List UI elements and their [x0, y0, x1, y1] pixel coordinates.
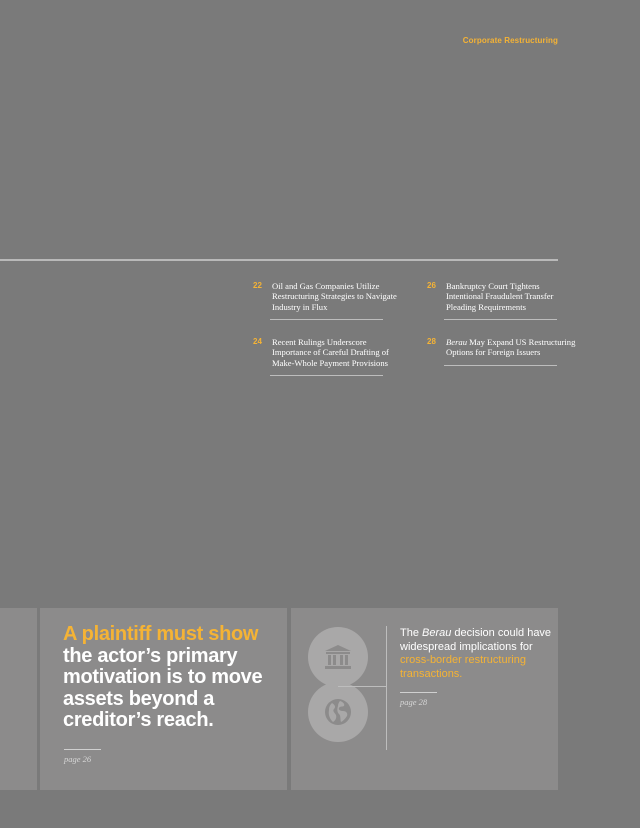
toc-page-number: 24 — [253, 337, 262, 346]
left-edge-panel — [0, 608, 37, 790]
globe-icon — [323, 697, 353, 727]
page-reference[interactable]: page 28 — [400, 697, 428, 707]
callout-body: decision could have widespread implications for — [400, 627, 552, 653]
toc-page-number: 28 — [427, 337, 436, 346]
pull-quote-highlight: A plaintiff must show — [63, 623, 259, 645]
page-reference[interactable]: page 26 — [64, 754, 92, 764]
divider — [444, 365, 557, 366]
toc-item[interactable] — [427, 281, 578, 320]
connector-line — [386, 626, 387, 750]
divider — [270, 375, 383, 376]
toc-item[interactable] — [427, 337, 578, 366]
toc-title-italic: Berau — [446, 337, 468, 347]
callout-highlight: cross-border restructuring transactions. — [400, 654, 526, 680]
divider — [400, 692, 437, 693]
bank-icon-circle — [308, 627, 368, 687]
toc-page-number: 22 — [253, 281, 262, 290]
divider — [270, 319, 383, 320]
globe-icon-circle — [308, 682, 368, 742]
toc-title-rest: May Expand US Restructuring Options for Foreign Issuers — [446, 337, 576, 358]
toc-title — [444, 337, 578, 358]
toc-item[interactable] — [253, 281, 404, 320]
toc-title: Bankruptcy Court Tightens Intentional Fraudulent Transfer Pleading Requirements — [446, 281, 554, 312]
toc-title: Recent Rulings Underscore Importance of Careful Drafting of Make-Whole Payment Provisions — [272, 337, 389, 368]
toc-title: Oil and Gas Companies Utilize Restructuring Strategies to Navigate Industry in Flux — [272, 281, 397, 312]
section-label: Corporate Restructuring — [462, 36, 558, 45]
connector-line — [338, 686, 386, 687]
callout-lead: The — [400, 627, 423, 639]
callout-text — [400, 627, 555, 681]
bank-icon — [323, 642, 353, 672]
divider — [444, 319, 557, 320]
top-rule — [0, 259, 558, 261]
pull-quote-text: the actor’s primary motivation is to move assets beyond a creditor’s reach. — [63, 644, 263, 731]
toc-page-number: 26 — [427, 281, 436, 290]
divider — [64, 749, 101, 750]
toc-item[interactable] — [253, 337, 404, 376]
pull-quote — [63, 624, 278, 732]
callout-italic: Berau — [422, 627, 452, 639]
